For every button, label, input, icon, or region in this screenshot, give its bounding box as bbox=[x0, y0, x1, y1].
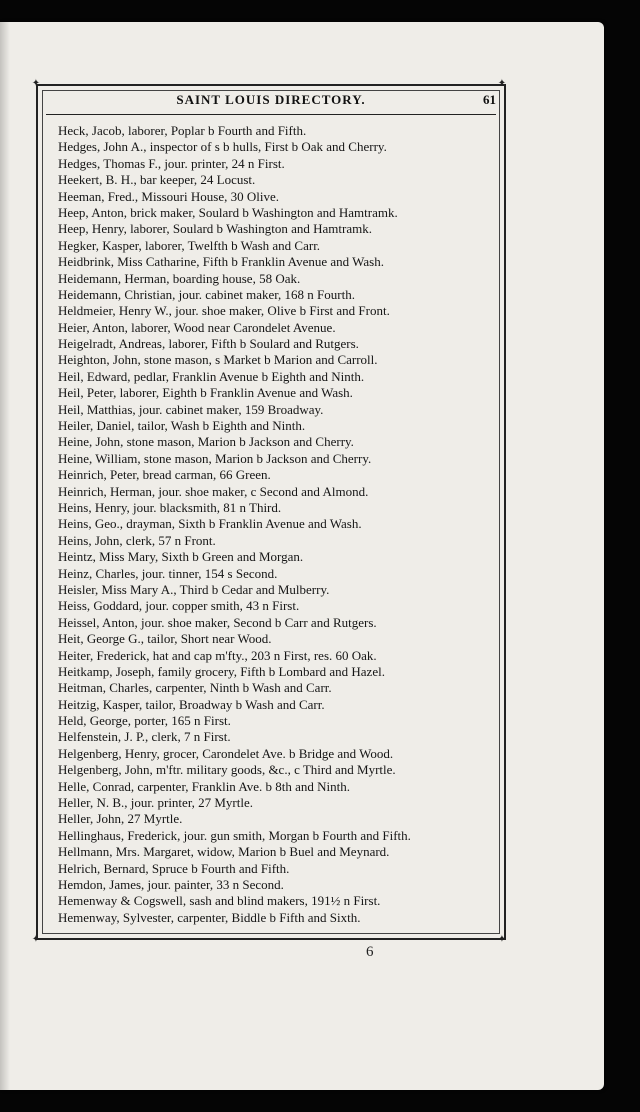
directory-entry: Heiter, Frederick, hat and cap m'fty., 203 n First, res. 60 Oak. bbox=[58, 647, 377, 663]
directory-entry: Heinrich, Herman, jour. shoe maker, c Second and Almond. bbox=[58, 483, 369, 499]
directory-entry: Hedges, John A., inspector of s b hulls, First b Oak and Cherry. bbox=[58, 139, 387, 155]
directory-entry: Heidemann, Christian, jour. cabinet maker, 168 n Fourth. bbox=[58, 286, 355, 302]
directory-entry: Heldmeier, Henry W., jour. shoe maker, Olive b First and Front. bbox=[58, 303, 390, 319]
directory-entry: Heighton, John, stone mason, s Market b Marion and Carroll. bbox=[58, 352, 378, 368]
directory-entry: Heidemann, Herman, boarding house, 58 Oak. bbox=[58, 270, 301, 286]
directory-entry: Helrich, Bernard, Spruce b Fourth and Fifth. bbox=[58, 860, 290, 876]
directory-entry: Heine, William, stone mason, Marion b Jackson and Cherry. bbox=[58, 450, 372, 466]
directory-entry: Hedges, Thomas F., jour. printer, 24 n First. bbox=[58, 155, 285, 171]
directory-entries bbox=[58, 123, 498, 926]
directory-entry: Heigelradt, Andreas, laborer, Fifth b Soulard and Rutgers. bbox=[58, 336, 359, 352]
directory-entry: Heins, Geo., drayman, Sixth b Franklin Avenue and Wash. bbox=[58, 516, 362, 532]
directory-entry: Heck, Jacob, laborer, Poplar b Fourth and Fifth. bbox=[58, 123, 307, 138]
directory-entry: Heitman, Charles, carpenter, Ninth b Wash and Carr. bbox=[58, 680, 332, 696]
directory-entry: Hegker, Kasper, laborer, Twelfth b Wash and Carr. bbox=[58, 237, 321, 253]
corner-ornament-icon: ✦ bbox=[31, 78, 41, 89]
directory-entry: Helfenstein, J. P., clerk, 7 n First. bbox=[58, 729, 231, 745]
directory-entry: Hellmann, Mrs. Margaret, widow, Marion b Buel and Meynard. bbox=[58, 844, 390, 860]
directory-entry: Heidbrink, Miss Catharine, Fifth b Franklin Avenue and Wash. bbox=[58, 254, 384, 270]
page-number: 61 bbox=[483, 92, 496, 107]
directory-entry: Heinz, Charles, jour. tinner, 154 s Second. bbox=[58, 565, 278, 581]
directory-entry: Heintz, Miss Mary, Sixth b Green and Morgan. bbox=[58, 549, 304, 565]
directory-entry: Heep, Henry, laborer, Soulard b Washington and Hamtramk. bbox=[58, 221, 372, 237]
header-rule bbox=[46, 114, 496, 115]
directory-entry: Hemenway & Cogswell, sash and blind makers, 191½ n First. bbox=[58, 893, 381, 909]
directory-entry: Heller, N. B., jour. printer, 27 Myrtle. bbox=[58, 795, 254, 811]
directory-entry: Held, George, porter, 165 n First. bbox=[58, 713, 231, 729]
corner-ornament-icon: ✦ bbox=[497, 934, 507, 945]
directory-entry: Heep, Anton, brick maker, Soulard b Washington and Hamtramk. bbox=[58, 204, 398, 220]
corner-ornament-icon: ✦ bbox=[31, 934, 41, 945]
directory-entry: Heinrich, Peter, bread carman, 66 Green. bbox=[58, 467, 271, 483]
directory-entry: Helgenberg, John, m'ftr. military goods, &c., c Third and Myrtle. bbox=[58, 762, 396, 778]
directory-entry: Hemenway, Sylvester, carpenter, Biddle b Fifth and Sixth. bbox=[58, 909, 361, 925]
directory-entry: Heisler, Miss Mary A., Third b Cedar and Mulberry. bbox=[58, 581, 330, 597]
corner-ornament-icon: ✦ bbox=[497, 78, 507, 89]
page-title: SAINT LOUIS DIRECTORY. bbox=[176, 92, 366, 107]
directory-entry: Heine, John, stone mason, Marion b Jackson and Cherry. bbox=[58, 434, 354, 450]
directory-entry: Heitkamp, Joseph, family grocery, Fifth b Lombard and Hazel. bbox=[58, 663, 385, 679]
directory-entry: Helle, Conrad, carpenter, Franklin Ave. b 8th and Ninth. bbox=[58, 778, 351, 794]
directory-entry: Heit, George G., tailor, Short near Wood. bbox=[58, 631, 272, 647]
directory-entry: Heil, Edward, pedlar, Franklin Avenue b Eighth and Ninth. bbox=[58, 368, 365, 384]
signature-mark: 6 bbox=[366, 944, 374, 960]
directory-entry: Heekert, B. H., bar keeper, 24 Locust. bbox=[58, 172, 256, 188]
directory-entry: Heitzig, Kasper, tailor, Broadway b Wash and Carr. bbox=[58, 696, 325, 712]
directory-entry: Heissel, Anton, jour. shoe maker, Second b Carr and Rutgers. bbox=[58, 614, 377, 630]
directory-entry: Heeman, Fred., Missouri House, 30 Olive. bbox=[58, 188, 279, 204]
directory-entry: Heiss, Goddard, jour. copper smith, 43 n First. bbox=[58, 598, 300, 614]
directory-entry: Hellinghaus, Frederick, jour. gun smith, Morgan b Fourth and Fifth. bbox=[58, 827, 411, 843]
directory-entry: Helgenberg, Henry, grocer, Carondelet Ave. b Bridge and Wood. bbox=[58, 745, 394, 761]
running-header bbox=[46, 92, 496, 114]
directory-entry: Heier, Anton, laborer, Wood near Carondelet Avenue. bbox=[58, 319, 336, 335]
directory-entry: Hemdon, James, jour. painter, 33 n Second. bbox=[58, 876, 284, 892]
directory-entry: Heiler, Daniel, tailor, Wash b Eighth and Ninth. bbox=[58, 418, 306, 434]
directory-entry: Heins, Henry, jour. blacksmith, 81 n Third. bbox=[58, 499, 282, 515]
spine-shadow bbox=[0, 22, 10, 1090]
directory-entry: Heil, Peter, laborer, Eighth b Franklin Avenue and Wash. bbox=[58, 385, 353, 401]
directory-entry: Heil, Matthias, jour. cabinet maker, 159 Broadway. bbox=[58, 401, 324, 417]
directory-entry: Heins, John, clerk, 57 n Front. bbox=[58, 532, 216, 548]
directory-entry: Heller, John, 27 Myrtle. bbox=[58, 811, 183, 827]
